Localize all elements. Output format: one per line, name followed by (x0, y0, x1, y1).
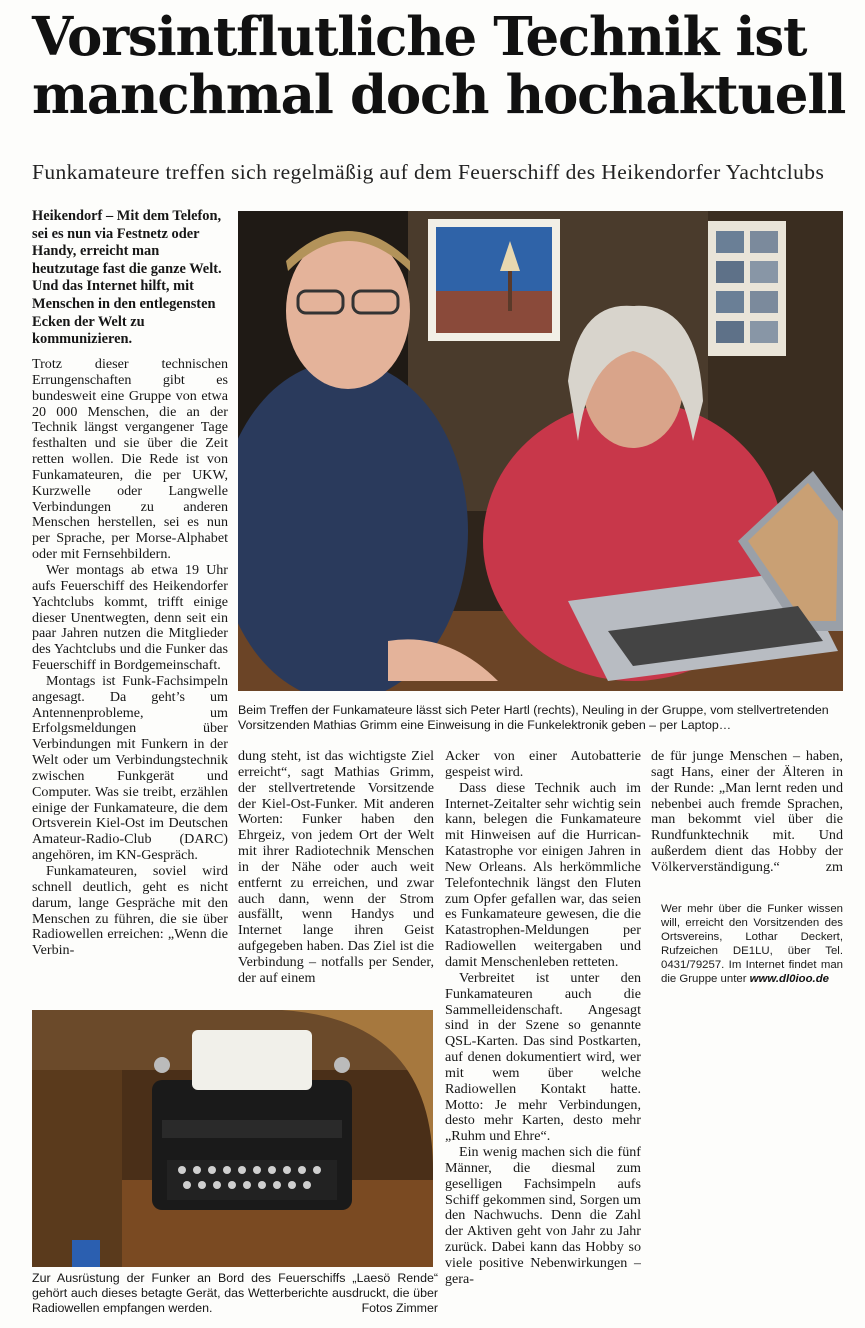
caption-text: Zur Ausrüstung der Funker an Bord des Feuerschiffs „Laesö Rende“ gehört auch dieses betagte Gerät, das Wetterberichte ausdruckt, die über Radiowellen empfangen werden. (32, 1271, 438, 1316)
article-column-1 (32, 357, 228, 1002)
website-link[interactable]: www.dl0ioo.de (749, 973, 829, 985)
article-column-2 (238, 749, 434, 1005)
photo-credit: Fotos Zimmer (361, 1301, 438, 1316)
body-paragraph: Dass diese Technik auch im Internet-Zeitalter sehr wichtig sein kann, belegen die Funkamateure mit Hinweisen auf die Hurrican-Katastrophe vor einigen Jahren in New Orleans. Als herkömmliche Telefontechnik längst den Fluten zum Opfer gefallen war, das seien es Funkamateure gewesen, die die Katastrophen-Meldungen per Radiowellen weitergaben und damit Menschenleben retteten. (445, 779, 641, 970)
body-paragraph: Ein wenig machen sich die fünf Männer, die diesmal zum geselligen Fachsimpeln aufs Schiff gekommen sind, Sorgen um den Nachwuchs. Denn die Zahl der Aktiven geht von Jahr zu Jahr zurück. Dabei kann das Hobby so viele positive Nebenwirkungen – gera- (445, 1144, 641, 1287)
article-column-3 (445, 749, 641, 1328)
article-column-4 (651, 749, 843, 889)
body-paragraph: de für junge Menschen – haben, sagt Hans, einer der Älteren in der Runde: „Man lernt reden und nebenbei auch fremde Sprachen, man bekommt viel über die Rundfunktechnik mit. Und außerdem dient das Hobby der Völkerverständigung.“ (651, 749, 843, 875)
body-paragraph: Montags ist Funk-Fachsimpeln angesagt. Da geht’s um Antennenprobleme, um Erfolgsmeldungen über Verbindungen mit Funkern in der Welt oder um Verbindungstechnik zwischen Funkgerät und Computer. Was sie treibt, erzählen einige der Funkamateure, die dem Ortsverein Kiel-Ost im Deutschen Amateur-Radio-Club (DARC) angehören, im KN-Gespräch. (32, 672, 228, 864)
body-paragraph: dung steht, ist das wichtigste Ziel erreicht“, sagt Mathias Grimm, der stellvertretende Vorsitzende der Kiel-Ost-Funker. Mit anderen Worten: Funker haben den Ehrgeiz, von jedem Ort der Welt mit ihrer Radiotechnik Menschen in der Nähe oder auch weit entfernt zu erreichen, und zwar auch dann, wenn der Strom ausfällt, wenn Handys und Internet lange ihren Geist aufgegeben haben. Das Ziel ist die Verbindung – notfalls per Sender, der auf einem (238, 749, 434, 986)
photo-radio-amateurs (238, 211, 843, 691)
body-paragraph: Verbreitet ist unter den Funkamateuren auch die Sammelleidenschaft. Angesagt sind in der Szene so genannte QSL-Karten. Das sind Postkarten, auf denen dokumentiert wird, wer mit wem über welche Radiowellen Kontakt hatte. Motto: Je mehr Verbindungen, desto mehr Karten, desto mehr „Ruhm und Ehre“. (445, 969, 641, 1145)
body-paragraph: Wer montags ab etwa 19 Uhr aufs Feuerschiff des Heikendorfer Yachtclubs kommt, trifft einige dieser Unentwegten, denn seit ein paar Jahren nutzen die Mitglieder des Yachtclubs und die Funker das Feuerschiff in Bordgemeinschaft. (32, 561, 228, 674)
info-text: Wer mehr über die Funker wissen will, erreicht den Vorsitzenden des Ortsvereins, Lothar Deckert, Rufzeichen DE1LU, über Tel. 0431/79257. Im Internet findet man die Gruppe unter (661, 903, 843, 985)
headline: Vorsintflutliche Technik ist manchmal doch hochaktuell (32, 6, 846, 126)
body-paragraph: Funkamateuren, soviel wird schnell deutlich, geht es nicht darum, lange Gespräche mit den Menschen zu führen, die sie über Radiowellen erreichen: „Wenn die Verbin- (32, 863, 228, 959)
body-paragraph: Trotz dieser technischen Errungenschaften gibt es bundesweit eine Gruppe von etwa 20 000 Menschen, die an der Technik längst vergangener Tage festhalten und sie über die Zeit retten wollen. Die Rede ist von Funkamateuren, die per UKW, Kurzwelle oder Langwelle Verbindungen zu anderen Menschen herstellen, sei es nun per Sprache, per Morse-Alphabet oder mit Fernsehbildern. (32, 357, 228, 563)
photo-teleprinter-illustration (32, 1010, 433, 1267)
photo-radio-amateurs-illustration (238, 211, 843, 691)
author-signature: zm (825, 858, 843, 875)
subheadline: Funkamateure treffen sich regelmäßig auf dem Feuerschiff des Heikendorfer Yachtclubs (32, 160, 825, 184)
info-box (661, 902, 843, 986)
photo-teleprinter (32, 1010, 433, 1267)
lead-paragraph: Heikendorf – Mit dem Telefon, sei es nun via Festnetz oder Handy, erreicht man heutzutage fast die ganze Welt. Und das Internet hilft, mit Menschen in den entlegensten Ecken der Welt zu kommunizieren. (32, 208, 222, 348)
photo-caption-teleprinter (32, 1271, 438, 1317)
body-paragraph: Acker von einer Autobatterie gespeist wird. (445, 749, 641, 780)
photo-caption-main: Beim Treffen der Funkamateure lässt sich Peter Hartl (rechts), Neuling in der Gruppe, vom stellvertretenden Vorsitzenden Mathias Grimm eine Einweisung in die Funkelektronik geben – per Laptop… (238, 703, 829, 733)
